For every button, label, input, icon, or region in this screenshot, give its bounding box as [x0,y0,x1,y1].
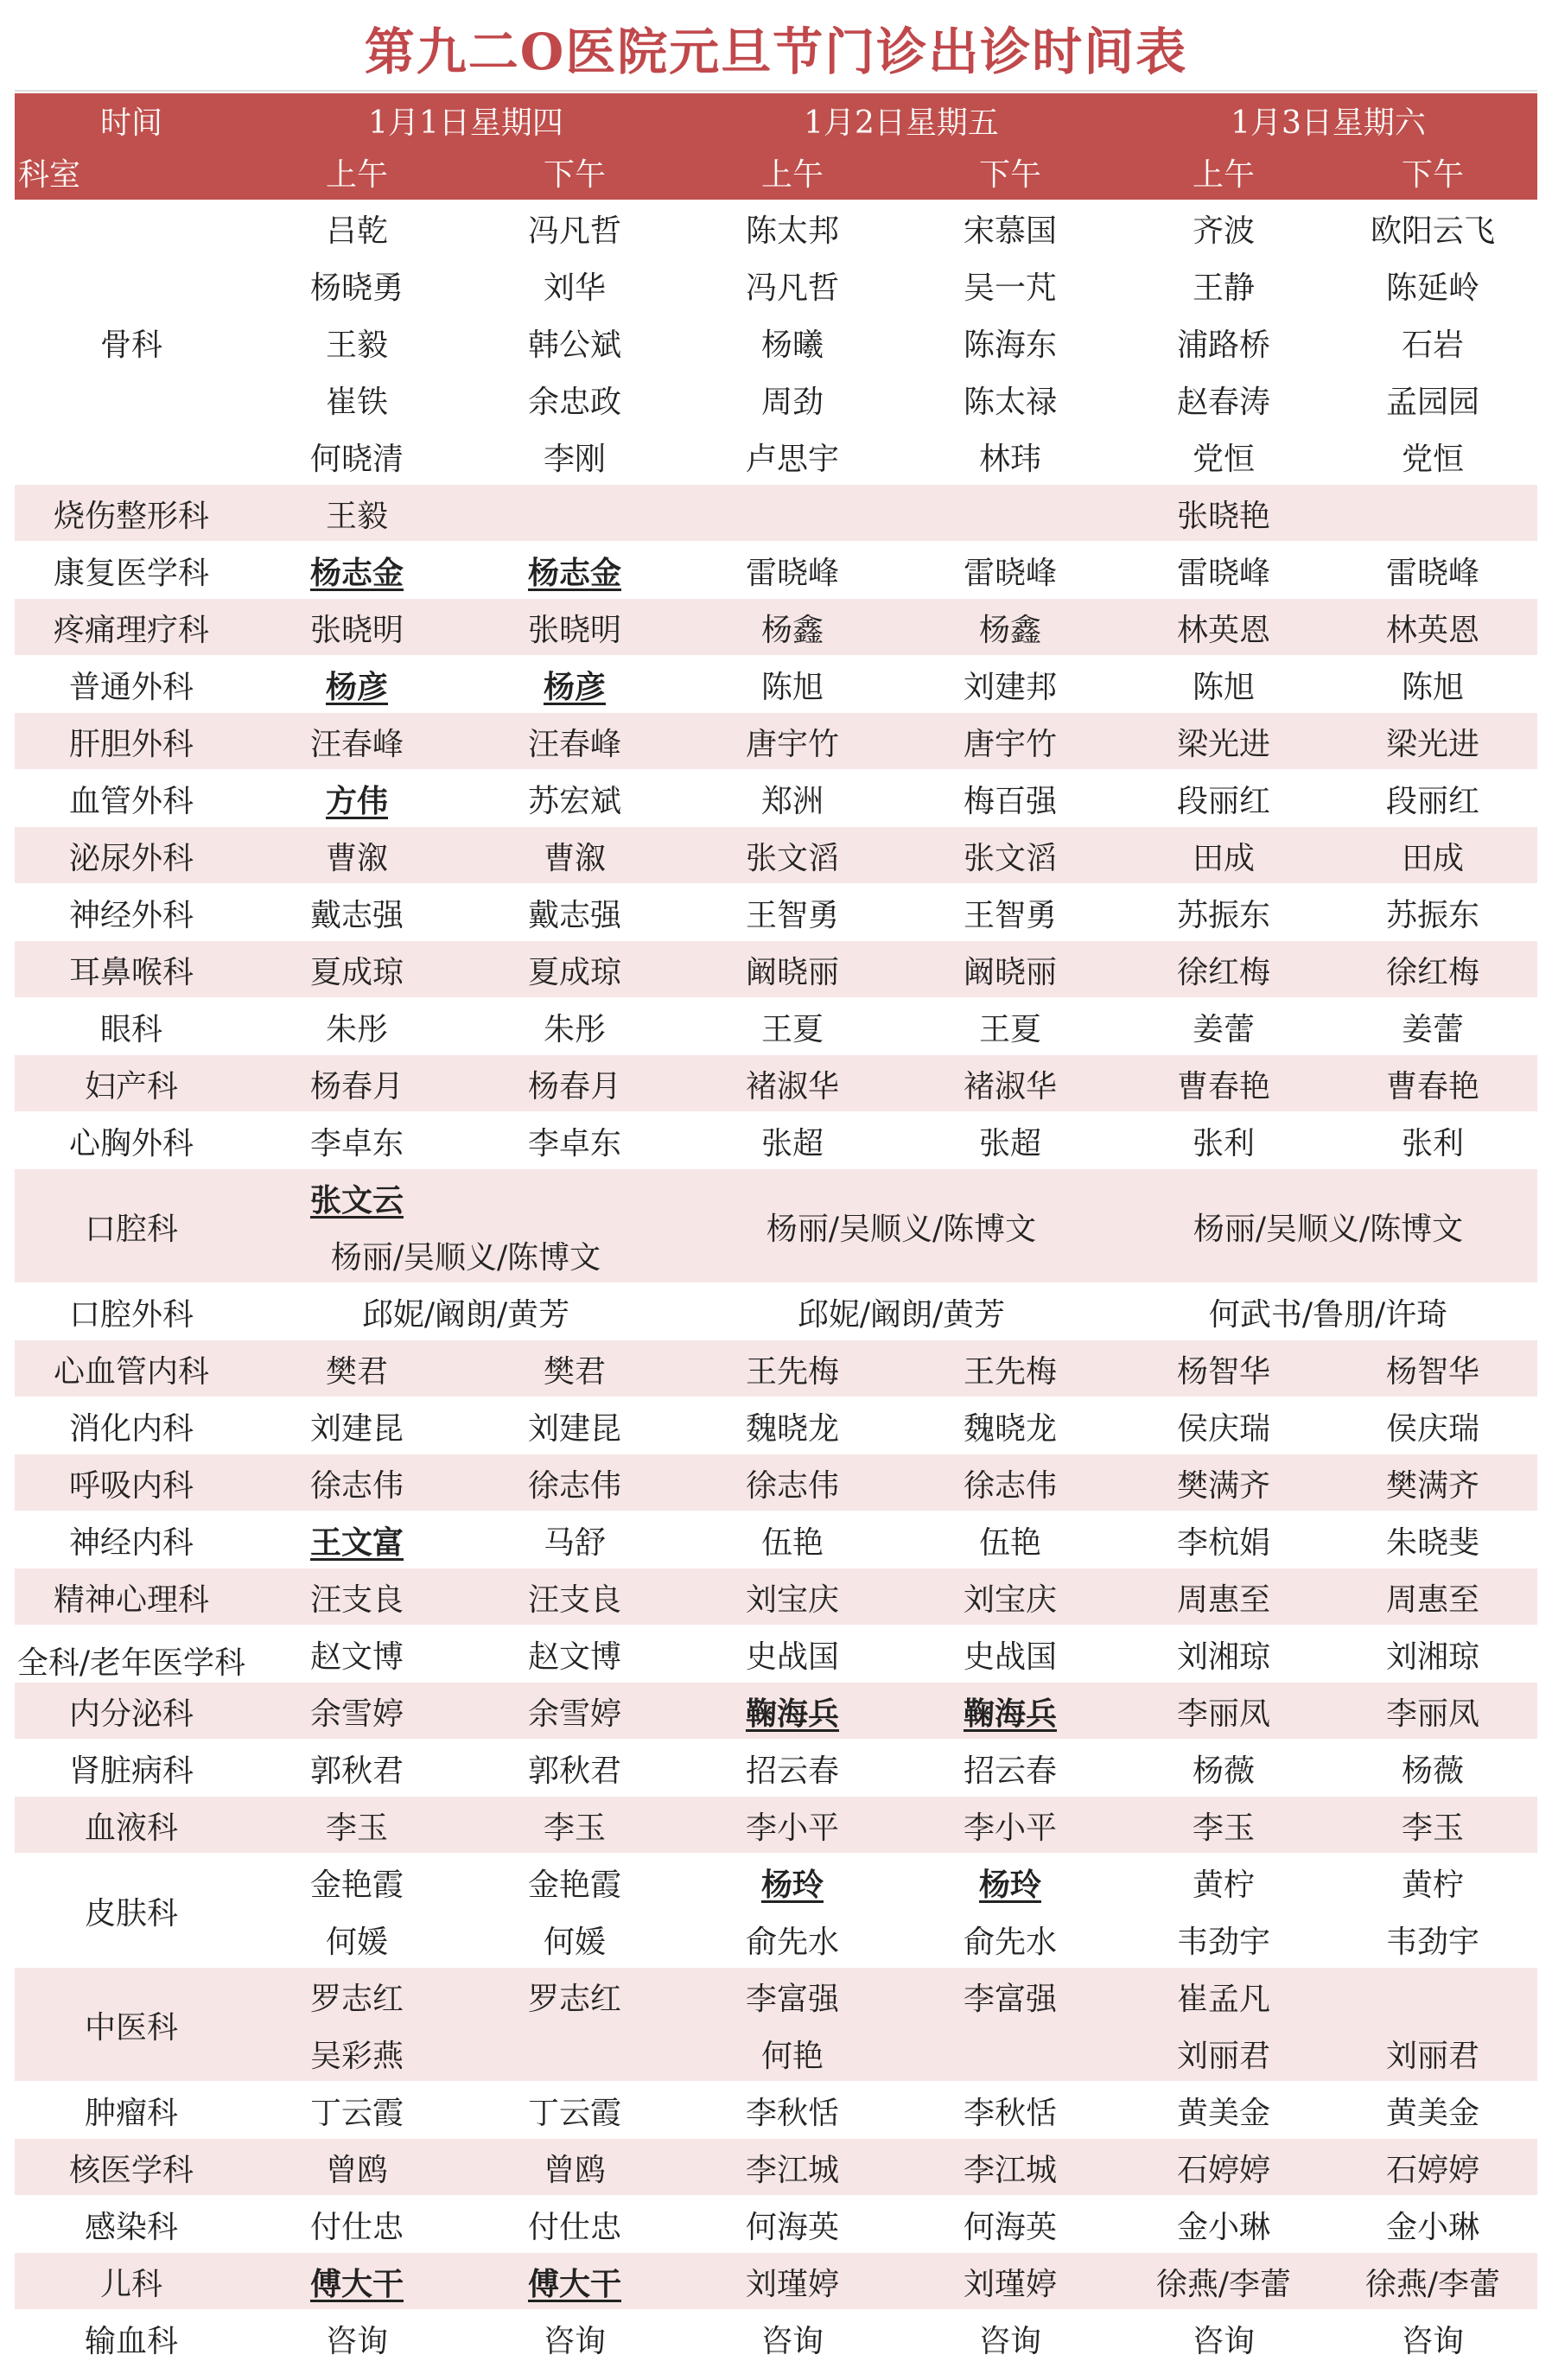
doctor-cell: 丁云霞 [309,2095,404,2131]
department-name-text: 疼痛理疗科 [53,612,209,648]
doctor-cell: 卢思宇 [745,441,839,477]
doctor-cell: 杨春月 [527,1068,621,1104]
dept-label: 科室 [18,157,81,193]
doctor-cell: 汪支良 [527,1581,621,1618]
doctor-cell: 姜蕾 [1401,1011,1464,1047]
department-name [15,770,248,827]
doctor-cell: 樊满齐 [1385,1467,1479,1504]
doctor-cell: 俞先水 [963,1924,1057,1960]
doctor-cell: 戴志强 [309,897,404,933]
doctor-cell: 杨智华 [1176,1353,1270,1390]
department-name-text: 烧伤整形科 [53,498,209,534]
doctor-cell: 罗志红 [309,1981,404,2017]
doctor-cell: 王毅 [325,498,388,534]
department-name-text: 血液科 [84,1810,178,1846]
doctor-cell: 徐志伟 [745,1467,839,1504]
doctor-cell: 何武书/鲁朋/许琦 [1208,1296,1448,1333]
doctor-cell: 俞先水 [745,1924,839,1960]
doctor-cell: 郭秋君 [309,1753,404,1789]
doctor-cell: 周惠至 [1385,1581,1479,1618]
doctor-cell: 曾鸥 [325,2152,388,2188]
doctor-cell: 杨曦 [760,327,824,363]
doctor-cell: 陈太禄 [963,384,1057,420]
department-name-text: 皮肤科 [84,1895,178,1931]
doctor-cell: 付仕忠 [309,2209,404,2245]
doctor-cell: 黄美金 [1176,2095,1270,2131]
doctor-cell: 李玉 [1192,1810,1255,1846]
doctor-cell: 杨薇 [1401,1753,1464,1789]
doctor-cell: 曹春艳 [1176,1068,1270,1104]
day-1-label: 1月1日星期四 [368,105,563,141]
department-name-text: 普通外科 [68,669,194,705]
department-name-text: 中医科 [84,2009,178,2046]
doctor-cell: 冯凡哲 [745,270,839,306]
doctor-cell: 杨丽/吴顺义/陈博文 [1193,1211,1464,1247]
doctor-cell: 田成 [1401,840,1464,876]
doctor-cell: 黄柠 [1192,1867,1255,1903]
department-name [15,2196,248,2253]
doctor-cell: 冯凡哲 [527,213,621,249]
doctor-cell: 朱彤 [543,1011,606,1047]
department-name [15,2139,248,2196]
doctor-cell: 夏成琼 [527,954,621,990]
doctor-cell: 杨玲 [978,1866,1041,1903]
doctor-cell: 徐志伟 [309,1467,404,1504]
department-name-text: 口腔科 [84,1211,178,1247]
doctor-cell: 李卓东 [309,1125,404,1161]
doctor-cell: 罗志红 [527,1981,621,2017]
doctor-cell: 李杭娟 [1176,1524,1270,1561]
doctor-cell: 张晓艳 [1176,498,1270,534]
doctor-cell: 余雪婷 [527,1696,621,1732]
doctor-cell: 余雪婷 [309,1696,404,1732]
doctor-cell: 招云春 [963,1753,1057,1789]
department-name [15,1626,248,1683]
doctor-cell: 张超 [760,1125,824,1161]
doctor-cell: 石岩 [1401,327,1464,363]
department-name [15,998,248,1055]
department-name [15,1055,248,1112]
schedule-table [15,200,1537,2374]
doctor-cell: 郑洲 [760,783,824,819]
doctor-cell: 杨智华 [1385,1353,1479,1390]
doctor-cell: 邱妮/阚朗/黄芳 [361,1296,570,1333]
doctor-cell: 浦路桥 [1176,327,1270,363]
department-name [15,2253,248,2310]
doctor-cell: 何海英 [745,2209,839,2245]
doctor-cell: 杨晓勇 [309,270,404,306]
doctor-cell: 苏宏斌 [527,783,621,819]
doctor-cell: 曹溆 [325,840,388,876]
doctor-cell: 咨询 [325,2323,388,2359]
department-name-text: 儿科 [99,2266,162,2302]
doctor-cell: 梁光进 [1176,726,1270,762]
department-name [15,1283,248,1340]
department-name [15,485,248,542]
department-name-text: 心血管内科 [53,1353,209,1390]
doctor-cell: 刘宝庆 [963,1581,1057,1618]
doctor-cell: 王先梅 [745,1353,839,1390]
doctor-cell: 林英恩 [1176,612,1270,648]
doctor-cell: 李小平 [963,1810,1057,1846]
doctor-cell: 李玉 [325,1810,388,1846]
doctor-cell: 梅百强 [963,783,1057,819]
doctor-cell: 招云春 [745,1753,839,1789]
doctor-cell: 刘丽君 [1176,2038,1270,2074]
doctor-cell: 唐宇竹 [745,726,839,762]
doctor-cell: 傅大干 [527,2265,621,2302]
doctor-cell: 张利 [1401,1125,1464,1161]
doctor-cell: 魏晓龙 [963,1410,1057,1447]
doctor-cell: 张超 [978,1125,1041,1161]
doctor-cell: 杨彦 [543,668,606,705]
department-name [15,1569,248,1626]
day-3-label: 1月3日星期六 [1231,105,1426,141]
doctor-cell: 雷晓峰 [1385,555,1479,591]
department-name [15,1854,248,1968]
department-name [15,1112,248,1169]
doctor-cell: 樊君 [543,1353,606,1390]
doctor-cell: 陈旭 [1192,669,1255,705]
doctor-cell: 褚淑华 [963,1068,1057,1104]
department-name-text: 神经内科 [68,1524,194,1561]
department-name-text: 肾脏病科 [68,1753,194,1789]
department-name-text: 呼吸内科 [68,1467,194,1504]
doctor-cell: 张文云 [309,1181,404,1219]
doctor-cell: 魏晓龙 [745,1410,839,1447]
department-name-text: 全科/老年医学科 [16,1645,246,1681]
doctor-cell: 陈旭 [760,669,824,705]
doctor-cell: 欧阳云飞 [1370,213,1495,249]
doctor-cell: 王先梅 [963,1353,1057,1390]
doctor-cell: 杨薇 [1192,1753,1255,1789]
doctor-cell: 韩公斌 [527,327,621,363]
doctor-cell: 段丽红 [1176,783,1270,819]
doctor-cell: 刘丽君 [1385,2038,1479,2074]
doctor-cell: 韦劲宇 [1385,1924,1479,1960]
doctor-cell: 苏振东 [1176,897,1270,933]
department-name-text: 输血科 [84,2323,178,2359]
doctor-cell: 鞠海兵 [745,1695,839,1732]
doctor-cell: 傅大干 [309,2265,404,2302]
doctor-cell: 何媛 [543,1924,606,1960]
doctor-cell: 朱晓斐 [1385,1524,1479,1561]
title-divider [15,90,1537,92]
department-name [15,884,248,941]
doctor-cell: 金艳霞 [527,1867,621,1903]
doctor-cell: 石婷婷 [1385,2152,1479,2188]
doctor-cell: 徐燕/李蕾 [1364,2266,1501,2302]
doctor-cell: 咨询 [1401,2323,1464,2359]
doctor-cell: 杨丽/吴顺义/陈博文 [330,1239,601,1276]
doctor-cell: 杨春月 [309,1068,404,1104]
doctor-cell: 史战国 [963,1639,1057,1675]
doctor-cell: 李富强 [963,1981,1057,2017]
department-name-text: 耳鼻喉科 [68,954,194,990]
doctor-cell: 阚晓丽 [745,954,839,990]
doctor-cell: 李玉 [543,1810,606,1846]
doctor-cell: 党恒 [1192,441,1255,477]
department-name [15,1397,248,1454]
department-name [15,1968,248,2082]
doctor-cell: 金小琳 [1385,2209,1479,2245]
doctor-cell: 唐宇竹 [963,726,1057,762]
doctor-cell: 徐燕/李蕾 [1155,2266,1292,2302]
doctor-cell: 侯庆瑞 [1385,1410,1479,1447]
department-name-text: 眼科 [99,1011,162,1047]
department-name-text: 肝胆外科 [68,726,194,762]
doctor-cell: 黄柠 [1401,1867,1464,1903]
doctor-cell: 丁云霞 [527,2095,621,2131]
doctor-cell: 刘湘琼 [1176,1639,1270,1675]
department-name-text: 神经外科 [68,897,194,933]
department-name-text: 血管外科 [68,783,194,819]
doctor-cell: 齐波 [1192,213,1255,249]
department-name [15,542,248,599]
doctor-cell: 何媛 [325,1924,388,1960]
doctor-cell: 咨询 [1192,2323,1255,2359]
department-name-text: 肿瘤科 [84,2095,178,2131]
day-3-am: 上午 [1192,157,1255,193]
doctor-cell: 李富强 [745,1981,839,2017]
doctor-cell: 党恒 [1401,441,1464,477]
doctor-cell: 李江城 [963,2152,1057,2188]
department-name [15,1797,248,1854]
doctor-cell: 林玮 [978,441,1041,477]
department-name [15,1511,248,1569]
doctor-cell: 侯庆瑞 [1176,1410,1270,1447]
doctor-cell: 雷晓峰 [963,555,1057,591]
doctor-cell: 曹春艳 [1385,1068,1479,1104]
doctor-cell: 何艳 [760,2038,824,2074]
doctor-cell: 林英恩 [1385,612,1479,648]
doctor-cell: 刘建昆 [527,1410,621,1447]
doctor-cell: 邱妮/阚朗/黄芳 [797,1296,1006,1333]
doctor-cell: 戴志强 [527,897,621,933]
doctor-cell: 杨鑫 [760,612,824,648]
doctor-cell: 马舒 [543,1524,606,1561]
doctor-cell: 杨丽/吴顺义/陈博文 [766,1211,1037,1247]
day-3-pm: 下午 [1401,157,1464,193]
doctor-cell: 何海英 [963,2209,1057,2245]
doctor-cell: 咨询 [760,2323,824,2359]
doctor-cell: 吴彩燕 [309,2038,404,2074]
doctor-cell: 宋慕国 [963,213,1057,249]
doctor-cell: 金小琳 [1176,2209,1270,2245]
day-1-am: 上午 [325,157,388,193]
doctor-cell: 刘建邦 [963,669,1057,705]
doctor-cell: 王智勇 [745,897,839,933]
doctor-cell: 苏振东 [1385,897,1479,933]
doctor-cell: 付仕忠 [527,2209,621,2245]
doctor-cell: 夏成琼 [309,954,404,990]
doctor-cell: 王夏 [978,1011,1041,1047]
time-label: 时间 [99,105,162,141]
department-name-text: 内分泌科 [68,1696,194,1732]
department-name-text: 妇产科 [84,1068,178,1104]
day-2-pm: 下午 [978,157,1041,193]
doctor-cell: 刘瑾婷 [963,2266,1057,2302]
doctor-cell: 李刚 [543,441,606,477]
doctor-cell: 咨询 [543,2323,606,2359]
department-name [15,599,248,656]
doctor-cell: 杨彦 [325,668,388,705]
doctor-cell: 余忠政 [527,384,621,420]
doctor-cell: 张文滔 [745,840,839,876]
doctor-cell: 杨玲 [760,1866,824,1903]
doctor-cell: 张晓明 [527,612,621,648]
doctor-cell: 汪春峰 [309,726,404,762]
department-name [15,827,248,884]
doctor-cell: 刘宝庆 [745,1581,839,1618]
doctor-cell: 李小平 [745,1810,839,1846]
doctor-cell: 徐志伟 [527,1467,621,1504]
department-name [15,1454,248,1511]
doctor-cell: 陈海东 [963,327,1057,363]
doctor-cell: 张利 [1192,1125,1255,1161]
department-name [15,656,248,713]
doctor-cell: 何晓清 [309,441,404,477]
doctor-cell: 陈太邦 [745,213,839,249]
doctor-cell: 曾鸥 [543,2152,606,2188]
doctor-cell: 刘瑾婷 [745,2266,839,2302]
doctor-cell: 曹溆 [543,840,606,876]
doctor-cell: 王夏 [760,1011,824,1047]
doctor-cell: 孟园园 [1385,384,1479,420]
doctor-cell: 王智勇 [963,897,1057,933]
doctor-cell: 张文滔 [963,840,1057,876]
department-name [15,941,248,998]
doctor-cell: 刘建昆 [309,1410,404,1447]
doctor-cell: 汪春峰 [527,726,621,762]
page-title: 第九二O医院元旦节门诊出诊时间表 [364,22,1188,81]
department-name [15,1740,248,1797]
doctor-cell: 赵文博 [527,1639,621,1675]
table-header [15,93,1537,200]
department-name [15,2310,248,2367]
doctor-cell: 梁光进 [1385,726,1479,762]
doctor-cell: 朱彤 [325,1011,388,1047]
doctor-cell: 周劲 [760,384,824,420]
department-name-text: 消化内科 [68,1410,194,1447]
doctor-cell: 雷晓峰 [745,555,839,591]
department-name [15,200,248,485]
doctor-cell: 李秋恬 [745,2095,839,2131]
department-name [15,713,248,770]
doctor-cell: 史战国 [745,1639,839,1675]
doctor-cell: 李秋恬 [963,2095,1057,2131]
doctor-cell: 王静 [1192,270,1255,306]
doctor-cell: 姜蕾 [1192,1011,1255,1047]
doctor-cell: 李丽凤 [1176,1696,1270,1732]
doctor-cell: 田成 [1192,840,1255,876]
doctor-cell: 吴一芃 [963,270,1057,306]
doctor-cell: 樊君 [325,1353,388,1390]
department-name [15,2082,248,2139]
doctor-cell: 伍艳 [760,1524,824,1561]
doctor-cell: 赵文博 [309,1639,404,1675]
doctor-cell: 陈延岭 [1385,270,1479,306]
doctor-cell: 黄美金 [1385,2095,1479,2131]
doctor-cell: 李江城 [745,2152,839,2188]
doctor-cell: 褚淑华 [745,1068,839,1104]
doctor-cell: 赵春涛 [1176,384,1270,420]
doctor-cell: 徐红梅 [1385,954,1479,990]
doctor-cell: 阚晓丽 [963,954,1057,990]
doctor-cell: 杨志金 [309,554,404,591]
day-1-pm: 下午 [543,157,606,193]
doctor-cell: 王毅 [325,327,388,363]
doctor-cell: 崔铁 [325,384,388,420]
doctor-cell: 鞠海兵 [963,1695,1057,1732]
doctor-cell: 刘湘琼 [1385,1639,1479,1675]
doctor-cell: 刘华 [543,270,606,306]
doctor-cell: 徐志伟 [963,1467,1057,1504]
doctor-cell: 郭秋君 [527,1753,621,1789]
department-name-text: 精神心理科 [53,1581,209,1618]
doctor-cell: 徐红梅 [1176,954,1270,990]
doctor-cell: 韦劲宇 [1176,1924,1270,1960]
doctor-cell: 周惠至 [1176,1581,1270,1618]
doctor-cell: 咨询 [978,2323,1041,2359]
department-name-text: 感染科 [84,2209,178,2245]
department-name-text: 核医学科 [68,2152,194,2188]
doctor-cell: 方伟 [325,782,388,819]
doctor-cell: 陈旭 [1401,669,1464,705]
department-name-text: 泌尿外科 [68,840,194,876]
doctor-cell: 张晓明 [309,612,404,648]
department-name-text: 心胸外科 [68,1125,194,1161]
doctor-cell: 崔孟凡 [1176,1981,1270,2017]
department-name-text: 口腔外科 [68,1296,194,1333]
department-name [15,1169,248,1283]
doctor-cell: 金艳霞 [309,1867,404,1903]
doctor-cell: 李丽凤 [1385,1696,1479,1732]
department-name [15,1683,248,1740]
doctor-cell: 雷晓峰 [1176,555,1270,591]
department-name [15,1340,248,1397]
doctor-cell: 汪支良 [309,1581,404,1618]
doctor-cell: 杨鑫 [978,612,1041,648]
day-2-label: 1月2日星期五 [804,105,999,141]
day-2-am: 上午 [760,157,824,193]
doctor-cell: 李卓东 [527,1125,621,1161]
doctor-cell: 杨志金 [527,554,621,591]
doctor-cell: 伍艳 [978,1524,1041,1561]
doctor-cell: 石婷婷 [1176,2152,1270,2188]
doctor-cell: 李玉 [1401,1810,1464,1846]
department-name-text: 康复医学科 [53,555,209,591]
department-name-text: 骨科 [99,327,162,363]
doctor-cell: 段丽红 [1385,783,1479,819]
doctor-cell: 王文富 [309,1524,404,1561]
doctor-cell: 樊满齐 [1176,1467,1270,1504]
doctor-cell: 吕乾 [325,213,388,249]
